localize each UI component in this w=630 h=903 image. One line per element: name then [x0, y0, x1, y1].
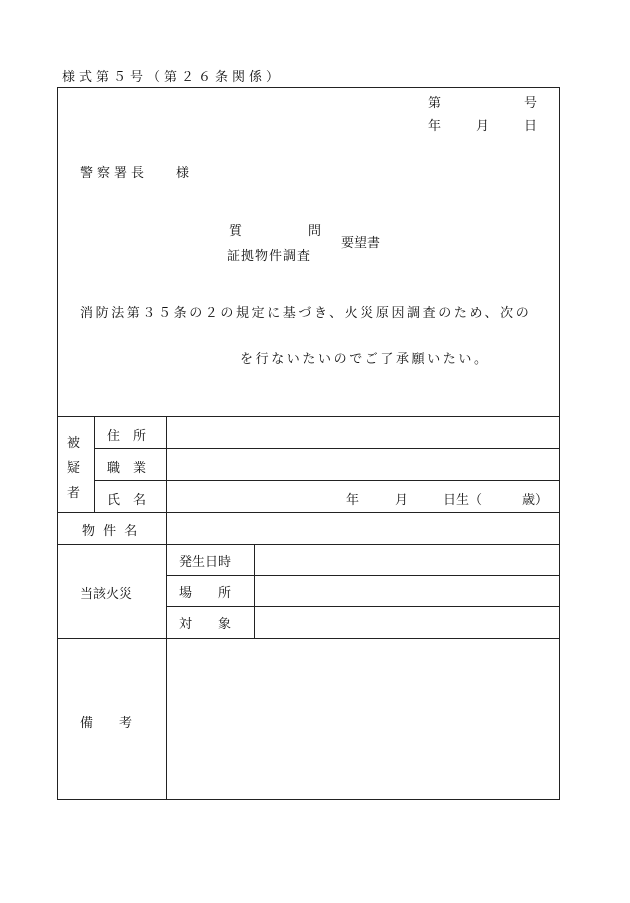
body-line-1: 消防法第３５条の２の規定に基づき、火災原因調査のため、次の: [80, 306, 532, 321]
fire-label: 当該火災: [80, 587, 133, 602]
age: 歳）: [522, 493, 549, 508]
suspect-line-1: [94, 448, 560, 449]
property-bottom-line: [57, 544, 560, 545]
label-column-divider: [166, 416, 167, 800]
number-suffix: 号: [524, 96, 538, 111]
occupation-label: 職 業: [107, 461, 147, 476]
name-label: 氏 名: [107, 493, 147, 508]
body-line-2: を行ないたいのでご了承願いたい。: [240, 352, 490, 367]
birth-month: 月: [395, 493, 409, 508]
addressee-name: 警察署長: [80, 166, 149, 181]
suspect-label-divider: [94, 416, 95, 512]
table-top-line: [57, 416, 560, 417]
number-prefix: 第: [428, 96, 442, 111]
remarks-label: 備 考: [80, 716, 133, 731]
fire-line-2: [166, 606, 560, 607]
fire-datetime-label: 発生日時: [179, 555, 232, 570]
fire-line-1: [166, 575, 560, 576]
date-year: 年: [428, 119, 442, 134]
addressee-honorific: 様: [176, 166, 190, 181]
suspect-label-char-2: 疑: [67, 461, 81, 476]
birth-day: 日生（: [443, 493, 483, 508]
fire-object-label: 対 象: [179, 617, 232, 632]
date-month: 月: [476, 119, 490, 134]
form-title: 様式第５号（第２６条関係）: [62, 70, 284, 85]
date-day: 日: [524, 119, 538, 134]
title-option-question-left: 質: [229, 224, 243, 239]
suspect-bottom-line: [57, 512, 560, 513]
birth-year: 年: [346, 493, 360, 508]
suspect-label-char-1: 被: [67, 436, 81, 451]
title-option-question-right: 問: [308, 224, 322, 239]
suspect-line-2: [94, 480, 560, 481]
fire-sublabel-divider: [254, 544, 255, 638]
title-suffix: 要望書: [341, 236, 381, 251]
address-label: 住 所: [107, 429, 147, 444]
suspect-label-char-3: 者: [67, 486, 81, 501]
property-name-label: 物 件 名: [82, 524, 140, 539]
title-option-evidence: 証拠物件調査: [227, 249, 312, 264]
fire-place-label: 場 所: [179, 586, 232, 601]
fire-bottom-line: [57, 638, 560, 639]
